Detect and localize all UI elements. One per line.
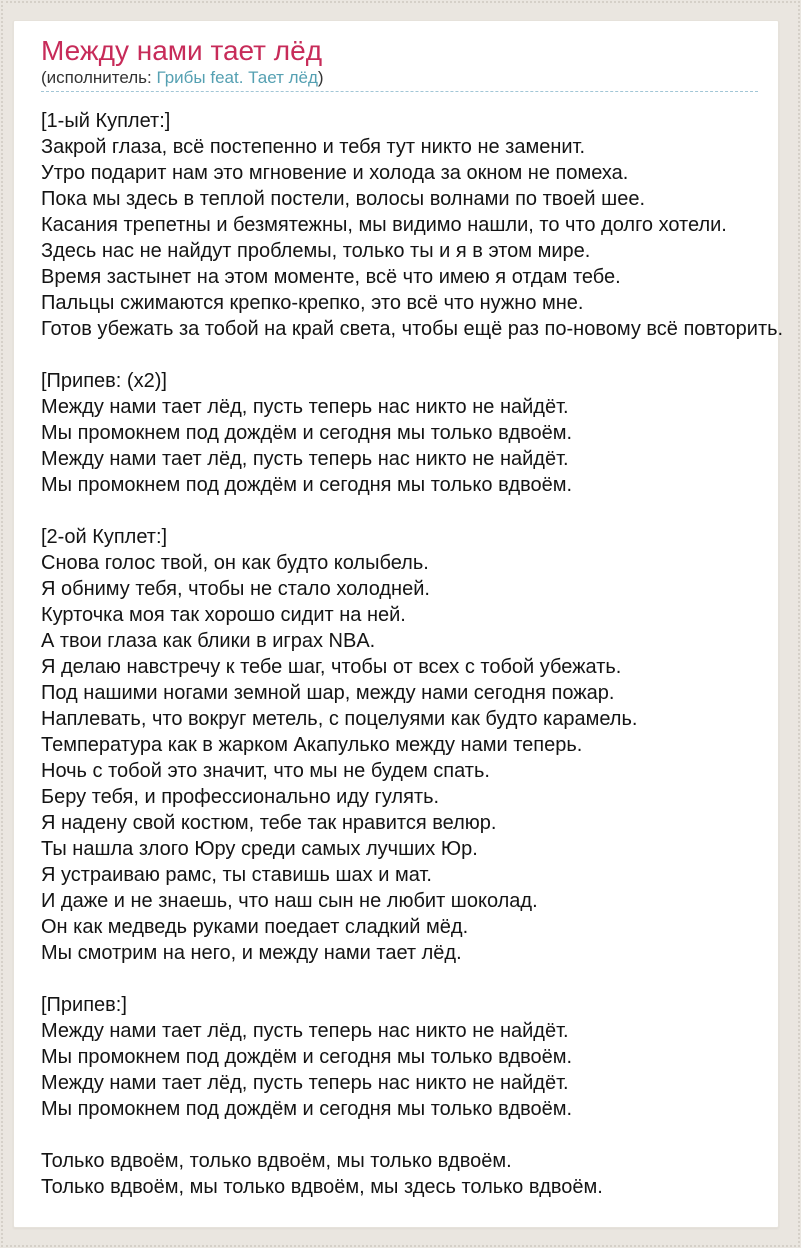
stanza bbox=[41, 108, 784, 342]
lyrics-line: [Припев:] bbox=[41, 994, 127, 1016]
lyrics bbox=[41, 108, 784, 1200]
stanza bbox=[41, 524, 758, 966]
lyrics-line: Только вдвоём, мы только вдвоём, мы здесь только вдвоём. bbox=[41, 1176, 603, 1198]
lyrics-line: Снова голос твой, он как будто колыбель. bbox=[41, 552, 429, 574]
lyrics-line: Пальцы сжимаются крепко-крепко, это всё что нужно мне. bbox=[41, 292, 584, 314]
stanza bbox=[41, 368, 758, 498]
artist-line bbox=[41, 67, 758, 89]
lyrics-line: Только вдвоём, только вдвоём, мы только вдвоём. bbox=[41, 1150, 512, 1172]
lyrics-line: [1-ый Куплет:] bbox=[41, 110, 171, 132]
lyrics-line: [Припев: (x2)] bbox=[41, 370, 167, 392]
lyrics-line: Между нами тает лёд, пусть теперь нас никто не найдёт. bbox=[41, 1020, 569, 1042]
lyrics-line: Мы промокнем под дождём и сегодня мы только вдвоём. bbox=[41, 1046, 573, 1068]
lyrics-line: Касания трепетны и безмятежны, мы видимо нашли, то что долго хотели. bbox=[41, 214, 727, 236]
stanza bbox=[41, 1148, 758, 1200]
lyrics-line: Беру тебя, и профессионально иду гулять. bbox=[41, 786, 440, 808]
lyrics-line: Наплевать, что вокруг метель, с поцелуями как будто карамель. bbox=[41, 708, 638, 730]
artist-link[interactable]: Грибы feat. Тает лёд bbox=[156, 68, 318, 87]
lyrics-line: Закрой глаза, всё постепенно и тебя тут никто не заменит. bbox=[41, 136, 586, 158]
lyrics-line: Мы промокнем под дождём и сегодня мы только вдвоём. bbox=[41, 1098, 573, 1120]
lyrics-line: Я устраиваю рамс, ты ставишь шах и мат. bbox=[41, 864, 432, 886]
lyrics-line: А твои глаза как блики в играх NBA. bbox=[41, 630, 376, 652]
lyrics-line: Он как медведь руками поедает сладкий мёд. bbox=[41, 916, 469, 938]
song-title: Между нами тает лёд bbox=[41, 35, 323, 66]
lyrics-line: Пока мы здесь в теплой постели, волосы волнами по твоей шее. bbox=[41, 188, 645, 210]
artist-suffix: ) bbox=[317, 68, 324, 87]
stanza bbox=[41, 992, 758, 1122]
lyrics-line: Между нами тает лёд, пусть теперь нас никто не найдёт. bbox=[41, 448, 569, 470]
lyrics-line: Здесь нас не найдут проблемы, только ты и я в этом мире. bbox=[41, 240, 591, 262]
lyrics-line: Мы промокнем под дождём и сегодня мы только вдвоём. bbox=[41, 474, 573, 496]
lyrics-line: Курточка моя так хорошо сидит на ней. bbox=[41, 604, 406, 626]
lyrics-line: Мы промокнем под дождём и сегодня мы только вдвоём. bbox=[41, 422, 573, 444]
lyrics-line: И даже и не знаешь, что наш сын не любит шоколад. bbox=[41, 890, 538, 912]
dashed-separator bbox=[41, 91, 758, 92]
artist-prefix: (исполнитель: bbox=[41, 68, 157, 87]
lyrics-line: Мы смотрим на него, и между нами тает лёд. bbox=[41, 942, 462, 964]
lyrics-line: Утро подарит нам это мгновение и холода за окном не помеха. bbox=[41, 162, 629, 184]
lyrics-line: Под нашими ногами земной шар, между нами сегодня пожар. bbox=[41, 682, 615, 704]
lyrics-line: Между нами тает лёд, пусть теперь нас никто не найдёт. bbox=[41, 1072, 569, 1094]
lyrics-line: Между нами тает лёд, пусть теперь нас никто не найдёт. bbox=[41, 396, 569, 418]
lyrics-line: Я надену свой костюм, тебе так нравится велюр. bbox=[41, 812, 497, 834]
lyrics-line: Температура как в жарком Акапулько между нами теперь. bbox=[41, 734, 583, 756]
lyrics-line: Время застынет на этом моменте, всё что имею я отдам тебе. bbox=[41, 266, 621, 288]
lyrics-line: Я делаю навстречу к тебе шаг, чтобы от всех с тобой убежать. bbox=[41, 656, 622, 678]
lyrics-line: Я обниму тебя, чтобы не стало холодней. bbox=[41, 578, 430, 600]
lyrics-panel bbox=[13, 20, 784, 1228]
lyrics-line: Ты нашла злого Юру среди самых лучших Юр. bbox=[41, 838, 478, 860]
lyrics-line: Ночь с тобой это значит, что мы не будем спать. bbox=[41, 760, 490, 782]
lyrics-line: Готов убежать за тобой на край света, чтобы ещё раз по-новому всё повторить. bbox=[41, 318, 784, 340]
lyrics-line: [2-ой Куплет:] bbox=[41, 526, 168, 548]
